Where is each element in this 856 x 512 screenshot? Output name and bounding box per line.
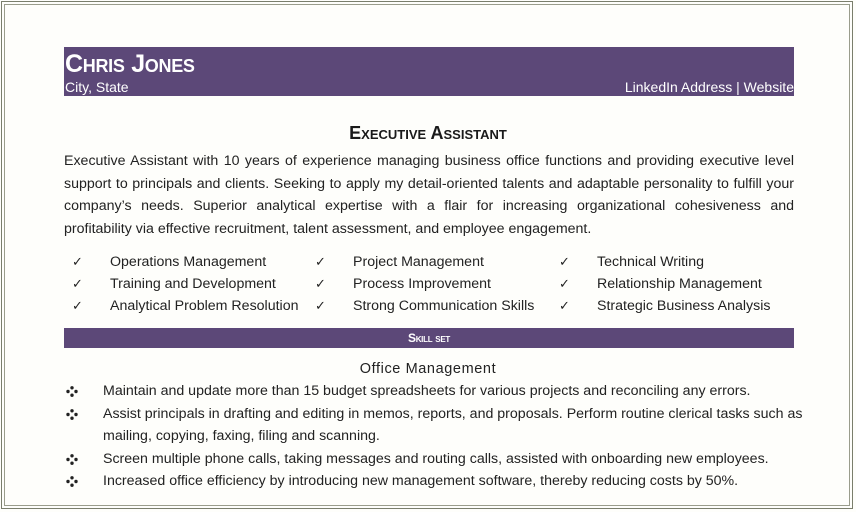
checkmark-icon: ✓ bbox=[72, 276, 83, 291]
list-item: Maintain and update more than 15 budget spreadsheets for various projects and reconciling any errors. bbox=[64, 380, 804, 403]
checkmark-icon: ✓ bbox=[315, 254, 326, 269]
candidate-name: Chris Jones bbox=[65, 50, 195, 78]
four-diamond-bullet-icon bbox=[66, 470, 80, 492]
checkmark-icon: ✓ bbox=[72, 254, 83, 269]
checkmark-icon: ✓ bbox=[315, 276, 326, 291]
list-item: Increased office efficiency by introducing new management software, thereby reducing costs by 50%. bbox=[64, 470, 804, 493]
professional-summary: Executive Assistant with 10 years of experience managing business office functions and providing executive level support to principals and clients. Seeking to apply my detail-oriented talents and adaptable personality to fulfill your company’s needs. Superior analytical expertise with a flair for increasing organizational cohesiveness and profitability via effective recruitment, talent assessment, and employee engagement. bbox=[64, 153, 794, 237]
checkmark-icon: ✓ bbox=[559, 298, 570, 313]
four-diamond-bullet-icon bbox=[66, 380, 80, 402]
candidate-location: City, State bbox=[65, 79, 129, 95]
header-band bbox=[64, 47, 794, 96]
office-management-subheading: Office Management bbox=[359, 361, 497, 377]
skill-set-heading: Skill set bbox=[64, 328, 794, 348]
job-title: Executive Assistant bbox=[349, 123, 507, 143]
checkmark-icon: ✓ bbox=[559, 254, 570, 269]
list-item: Assist principals in drafting and editing in memos, reports, and proposals. Perform routine clerical tasks such as mailing, copying, faxing, filing and scanning. bbox=[64, 403, 804, 448]
core-competencies: ✓ Operations Management ✓ Training and Development ✓ Analytical Problem Resolution ✓ Project Management ✓ Process Improvement ✓ Strong Communication Skills ✓ Technical Writing ✓ Relationship Management ✓ Strategic Business Analysis bbox=[64, 251, 794, 319]
skill-bullets bbox=[64, 380, 804, 493]
checkmark-icon: ✓ bbox=[559, 276, 570, 291]
list-item: Screen multiple phone calls, taking messages and routing calls, assisted with onboarding new employees. bbox=[64, 448, 804, 471]
checkmark-icon: ✓ bbox=[315, 298, 326, 313]
checkmark-icon: ✓ bbox=[72, 298, 83, 313]
four-diamond-bullet-icon bbox=[66, 403, 80, 425]
four-diamond-bullet-icon bbox=[66, 448, 80, 470]
contact-links: LinkedIn Address | Website bbox=[624, 79, 794, 95]
